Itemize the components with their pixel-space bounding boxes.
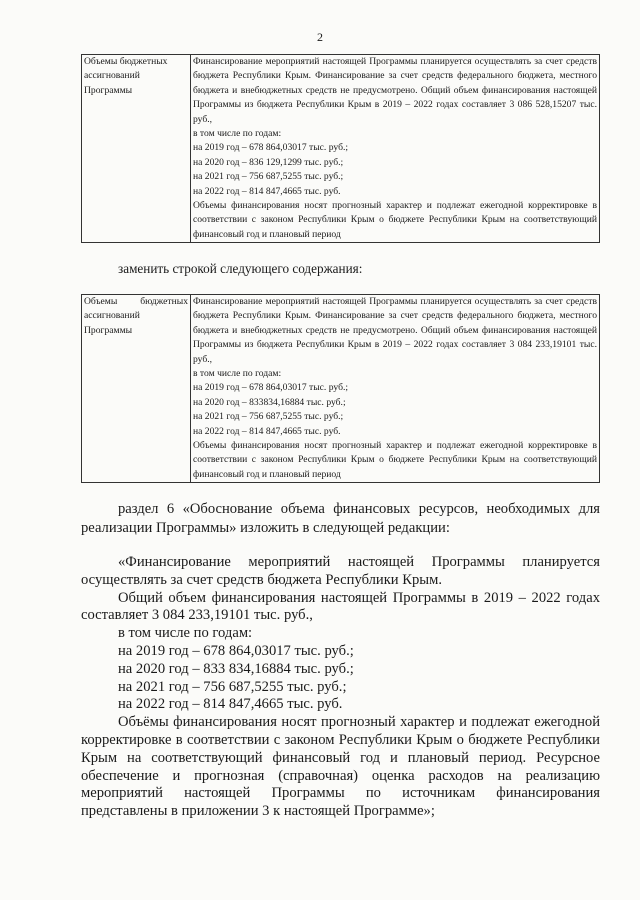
budget-label: Объемы бюджетных ассигнований Программы [84,296,188,336]
table-content-cell [191,55,600,243]
year-2019-amount: на 2019 год – 678 864,03017 тыс. руб.; [118,642,354,659]
year-2020-amount: на 2020 год – 836 129,1299 тыс. руб.; [193,156,344,168]
by-years-label: в том числе по годам: [193,368,282,380]
section-6-body [81,554,600,821]
section-6-paragraph-2: Общий объем финансирования настоящей Программы в 2019 – 2022 годах составляет 3 084 233,19101 тыс. руб., [81,589,600,624]
year-2021-amount: на 2021 год – 756 687,5255 тыс. руб.; [193,171,344,183]
year-2021-amount: на 2021 год – 756 687,5255 тыс. руб.; [193,411,344,423]
table-content-cell [191,295,600,483]
forecast-paragraph: Объемы финансирования носят прогнозный характер и подлежат ежегодной корректировке в соответствии с законом Республики Крым о бюджете Республики Крым на соответствующий финансовый год и плановый период [193,440,597,480]
financing-paragraph: Финансирование мероприятий настоящей Программы планируется осуществлять за счет средств бюджета Республики Крым. Финансирование за счет средств федерального бюджета, местного бюджета и внебюджетных средств не предусмотрено. Общий объем финансирования настоящей Программы из бюджета Республики Крым в 2019 – 2022 годах составляет 3 084 233,19101 тыс. руб., [193,296,597,365]
new-budget-table [81,294,600,483]
year-2020-amount: на 2020 год – 833834,16884 тыс. руб.; [193,396,346,408]
year-2021-amount: на 2021 год – 756 687,5255 тыс. руб.; [118,678,347,695]
by-years-label: в том числе по годам: [118,625,253,642]
table-label-cell [82,295,191,483]
table-row [82,295,600,483]
table-label-cell [82,55,191,243]
by-years-label: в том числе по годам: [193,128,282,140]
old-budget-table [81,54,600,243]
section-6-paragraph-1: «Финансирование мероприятий настоящей Программы планируется осуществлять за счет средств бюджета Республики Крым. [81,554,600,588]
year-2022-amount: на 2022 год – 814 847,4665 тыс. руб. [193,425,341,437]
financing-paragraph: Финансирование мероприятий настоящей Программы планируется осуществлять за счет средств бюджета Республики Крым. Финансирование за счет средств федерального бюджета, местного бюджета и внебюджетных средств не предусмотрено. Общий объем финансирования настоящей Программы из бюджета Республики Крым в 2019 – 2022 годах составляет 3 086 528,15207 тыс. руб., [193,56,597,125]
year-2022-amount: на 2022 год – 814 847,4665 тыс. руб. [193,185,341,197]
forecast-paragraph: Объемы финансирования носят прогнозный характер и подлежат ежегодной корректировке в соответствии с законом Республики Крым о бюджете Республики Крым на соответствующий финансовый год и плановый период [193,200,597,240]
section-6-paragraph-3: Объёмы финансирования носят прогнозный характер и подлежат ежегодной корректировке в соответствии с законом Республики Крым о бюджете Республики Крым на соответствующий финансовый год и плановый период. Ресурсное обеспечение и прогнозная (справочная) оценка расходов на реализацию мероприятий настоящей Программы по источникам финансирования представлены в приложении 3 к настоящей Программе»; [81,714,600,820]
budget-label: Объемы бюджетных ассигнований Программы [84,56,168,96]
year-2020-amount: на 2020 год – 833 834,16884 тыс. руб.; [118,660,354,677]
page-number: 2 [317,30,323,44]
year-2022-amount: на 2022 год – 814 847,4665 тыс. руб. [118,696,343,713]
year-2019-amount: на 2019 год – 678 864,03017 тыс. руб.; [193,382,349,394]
section-6-intro: раздел 6 «Обоснование объема финансовых ресурсов, необходимых для реализации Программы» изложить в следующей редакции: [81,501,600,536]
year-2019-amount: на 2019 год – 678 864,03017 тыс. руб.; [193,142,349,154]
replace-instruction: заменить строкой следующего содержания: [118,261,363,276]
table-row [82,55,600,243]
